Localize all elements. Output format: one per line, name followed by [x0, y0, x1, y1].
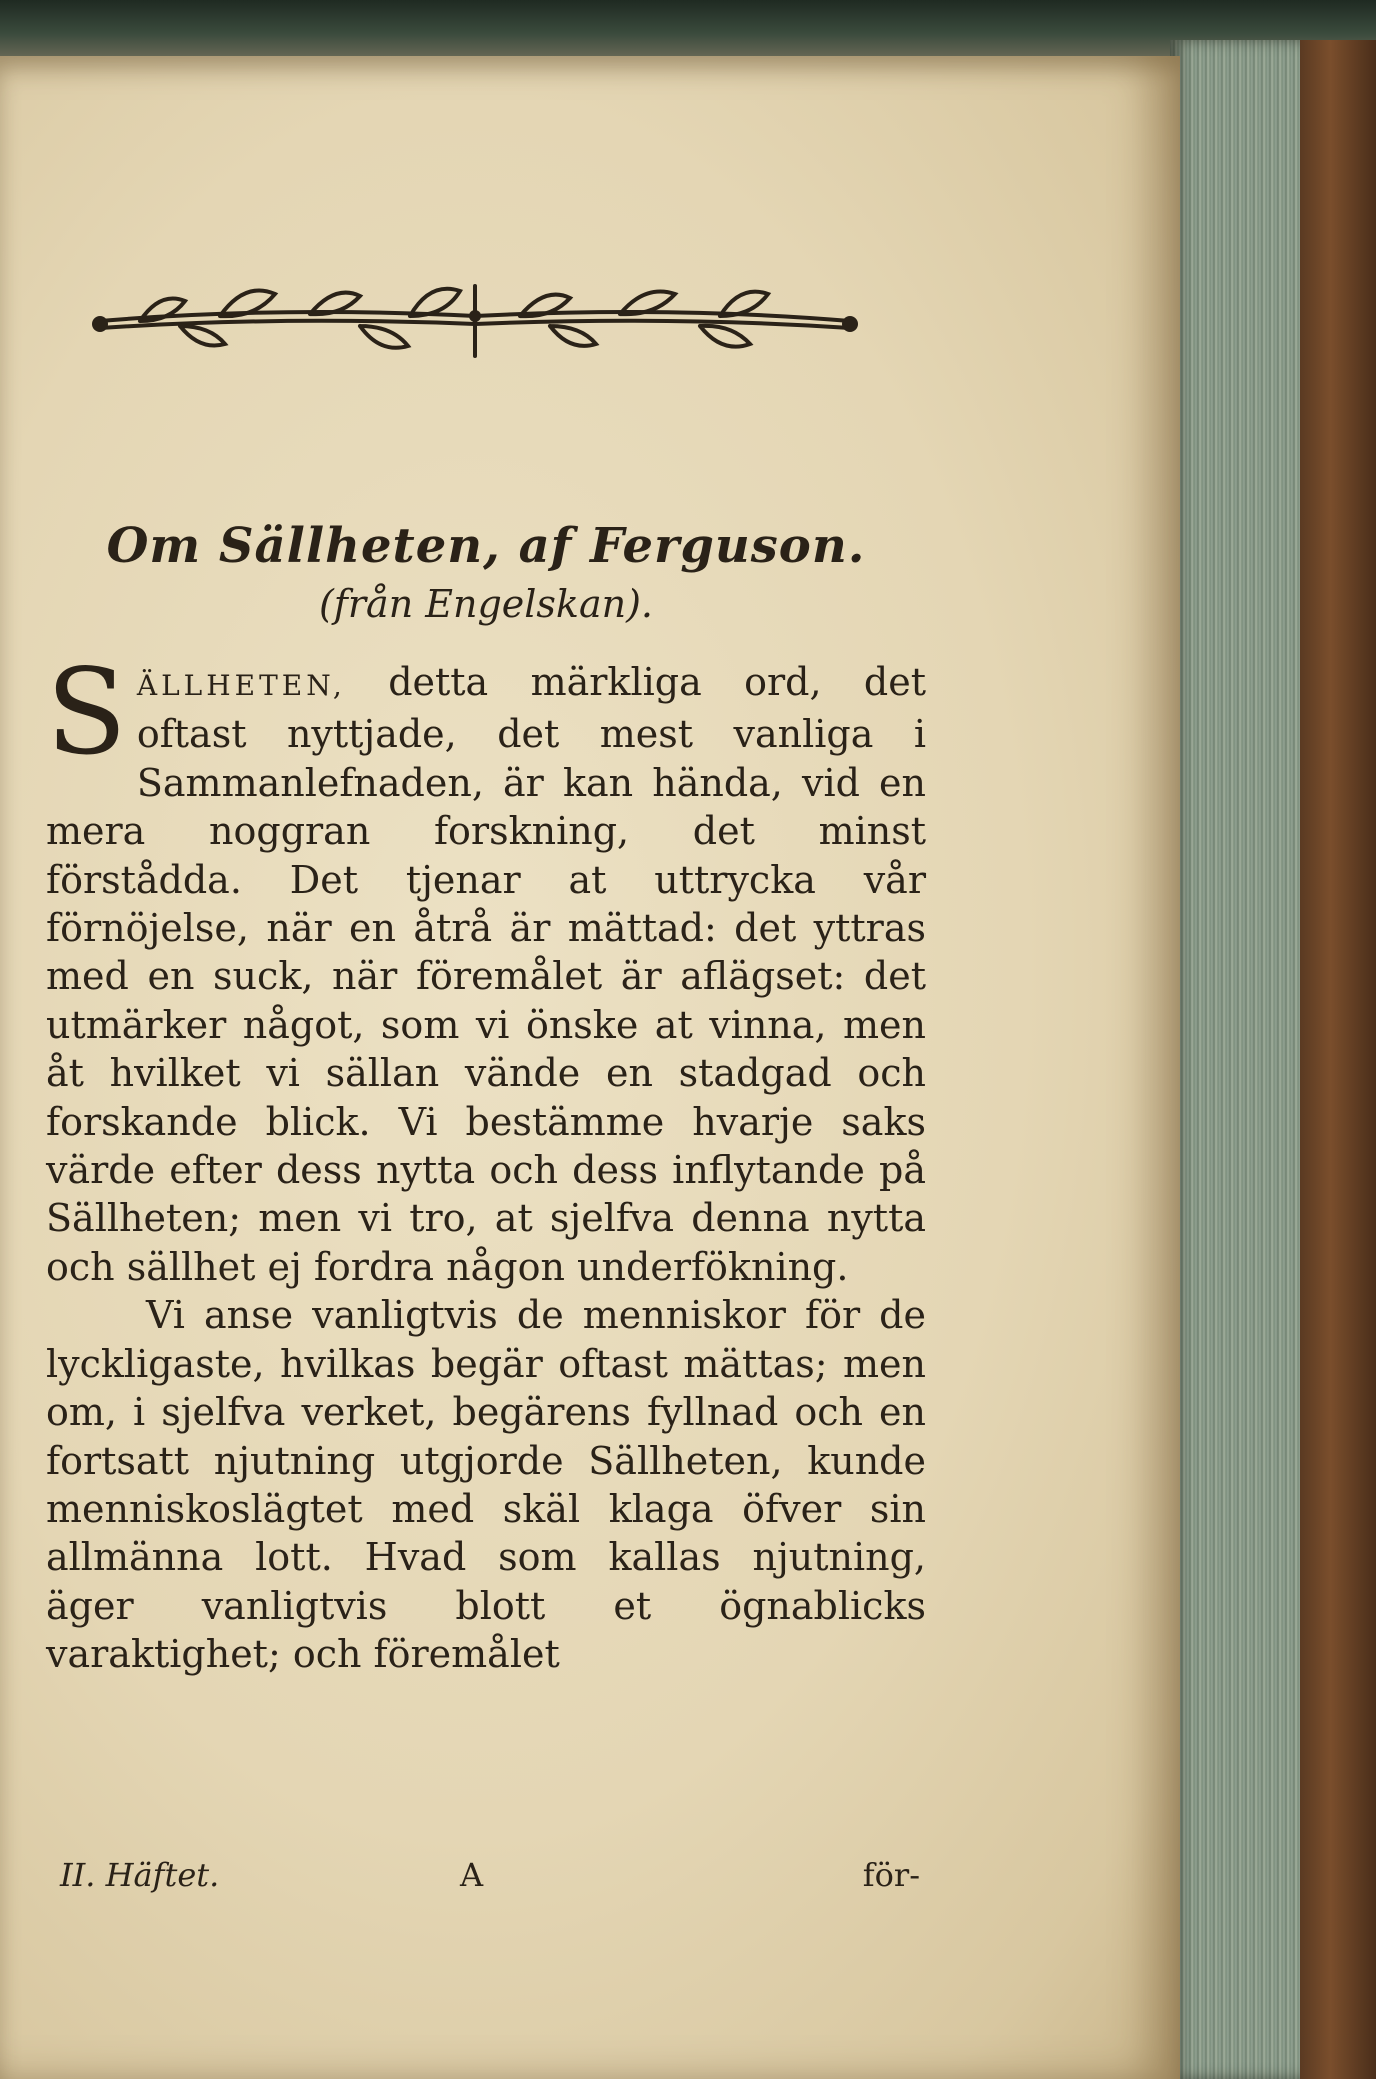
page-footer	[60, 1856, 920, 1900]
page-edges	[1170, 40, 1320, 2079]
paragraph-1-text: detta märkliga ord, det oftast nyttjade, det mest vanliga i Sammanlefnaden, är kan hända, vid en mera noggran forskning, det minst förstådda. Det tjenar at uttrycka vår förnöjelse, när en åtrå är mättad: det yttras med en suck, när föremålet är aflägset: det utmärker något, som vi önske at vinna, men åt hvilket vi sällan vände en stadgad och forskande blick. Vi bestämme hvarje saks värde efter dess nytta och dess inflytande på Sällheten; men vi tro, at sjelfva denna nytta och sällhet ej fordra någon underfökning.	[46, 660, 926, 1289]
sheet-mark: A	[460, 1856, 484, 1894]
article-subtitle: (från Engelskan).	[318, 582, 653, 626]
drop-cap: S	[46, 643, 127, 781]
book-page	[0, 56, 1180, 2079]
article-title: Om Sällheten, af Ferguson.	[106, 518, 866, 574]
lead-smallcaps: ÄLLHETEN,	[136, 669, 346, 702]
catchword: för-	[862, 1856, 920, 1894]
paragraph-2: Vi anse vanligtvis de menniskor för de lyckligaste, hvilkas begär oftast mättas; men om, i sjelfva verket, begärens fyllnad och en fortsatt njutning utgjorde Sällheten, kunde menniskoslägtet med skäl klaga öfver sin allmänna lott. Hvad som kallas njutning, äger vanligtvis blott et ögnablicks varaktighet; och föremålet	[46, 1293, 926, 1677]
article-body	[46, 643, 926, 1679]
signature-mark: II. Häftet.	[60, 1856, 220, 1894]
book-binding	[1300, 40, 1376, 2079]
paragraph-1	[46, 643, 926, 1291]
floral-ornament-icon	[80, 266, 870, 366]
article	[46, 516, 926, 1679]
